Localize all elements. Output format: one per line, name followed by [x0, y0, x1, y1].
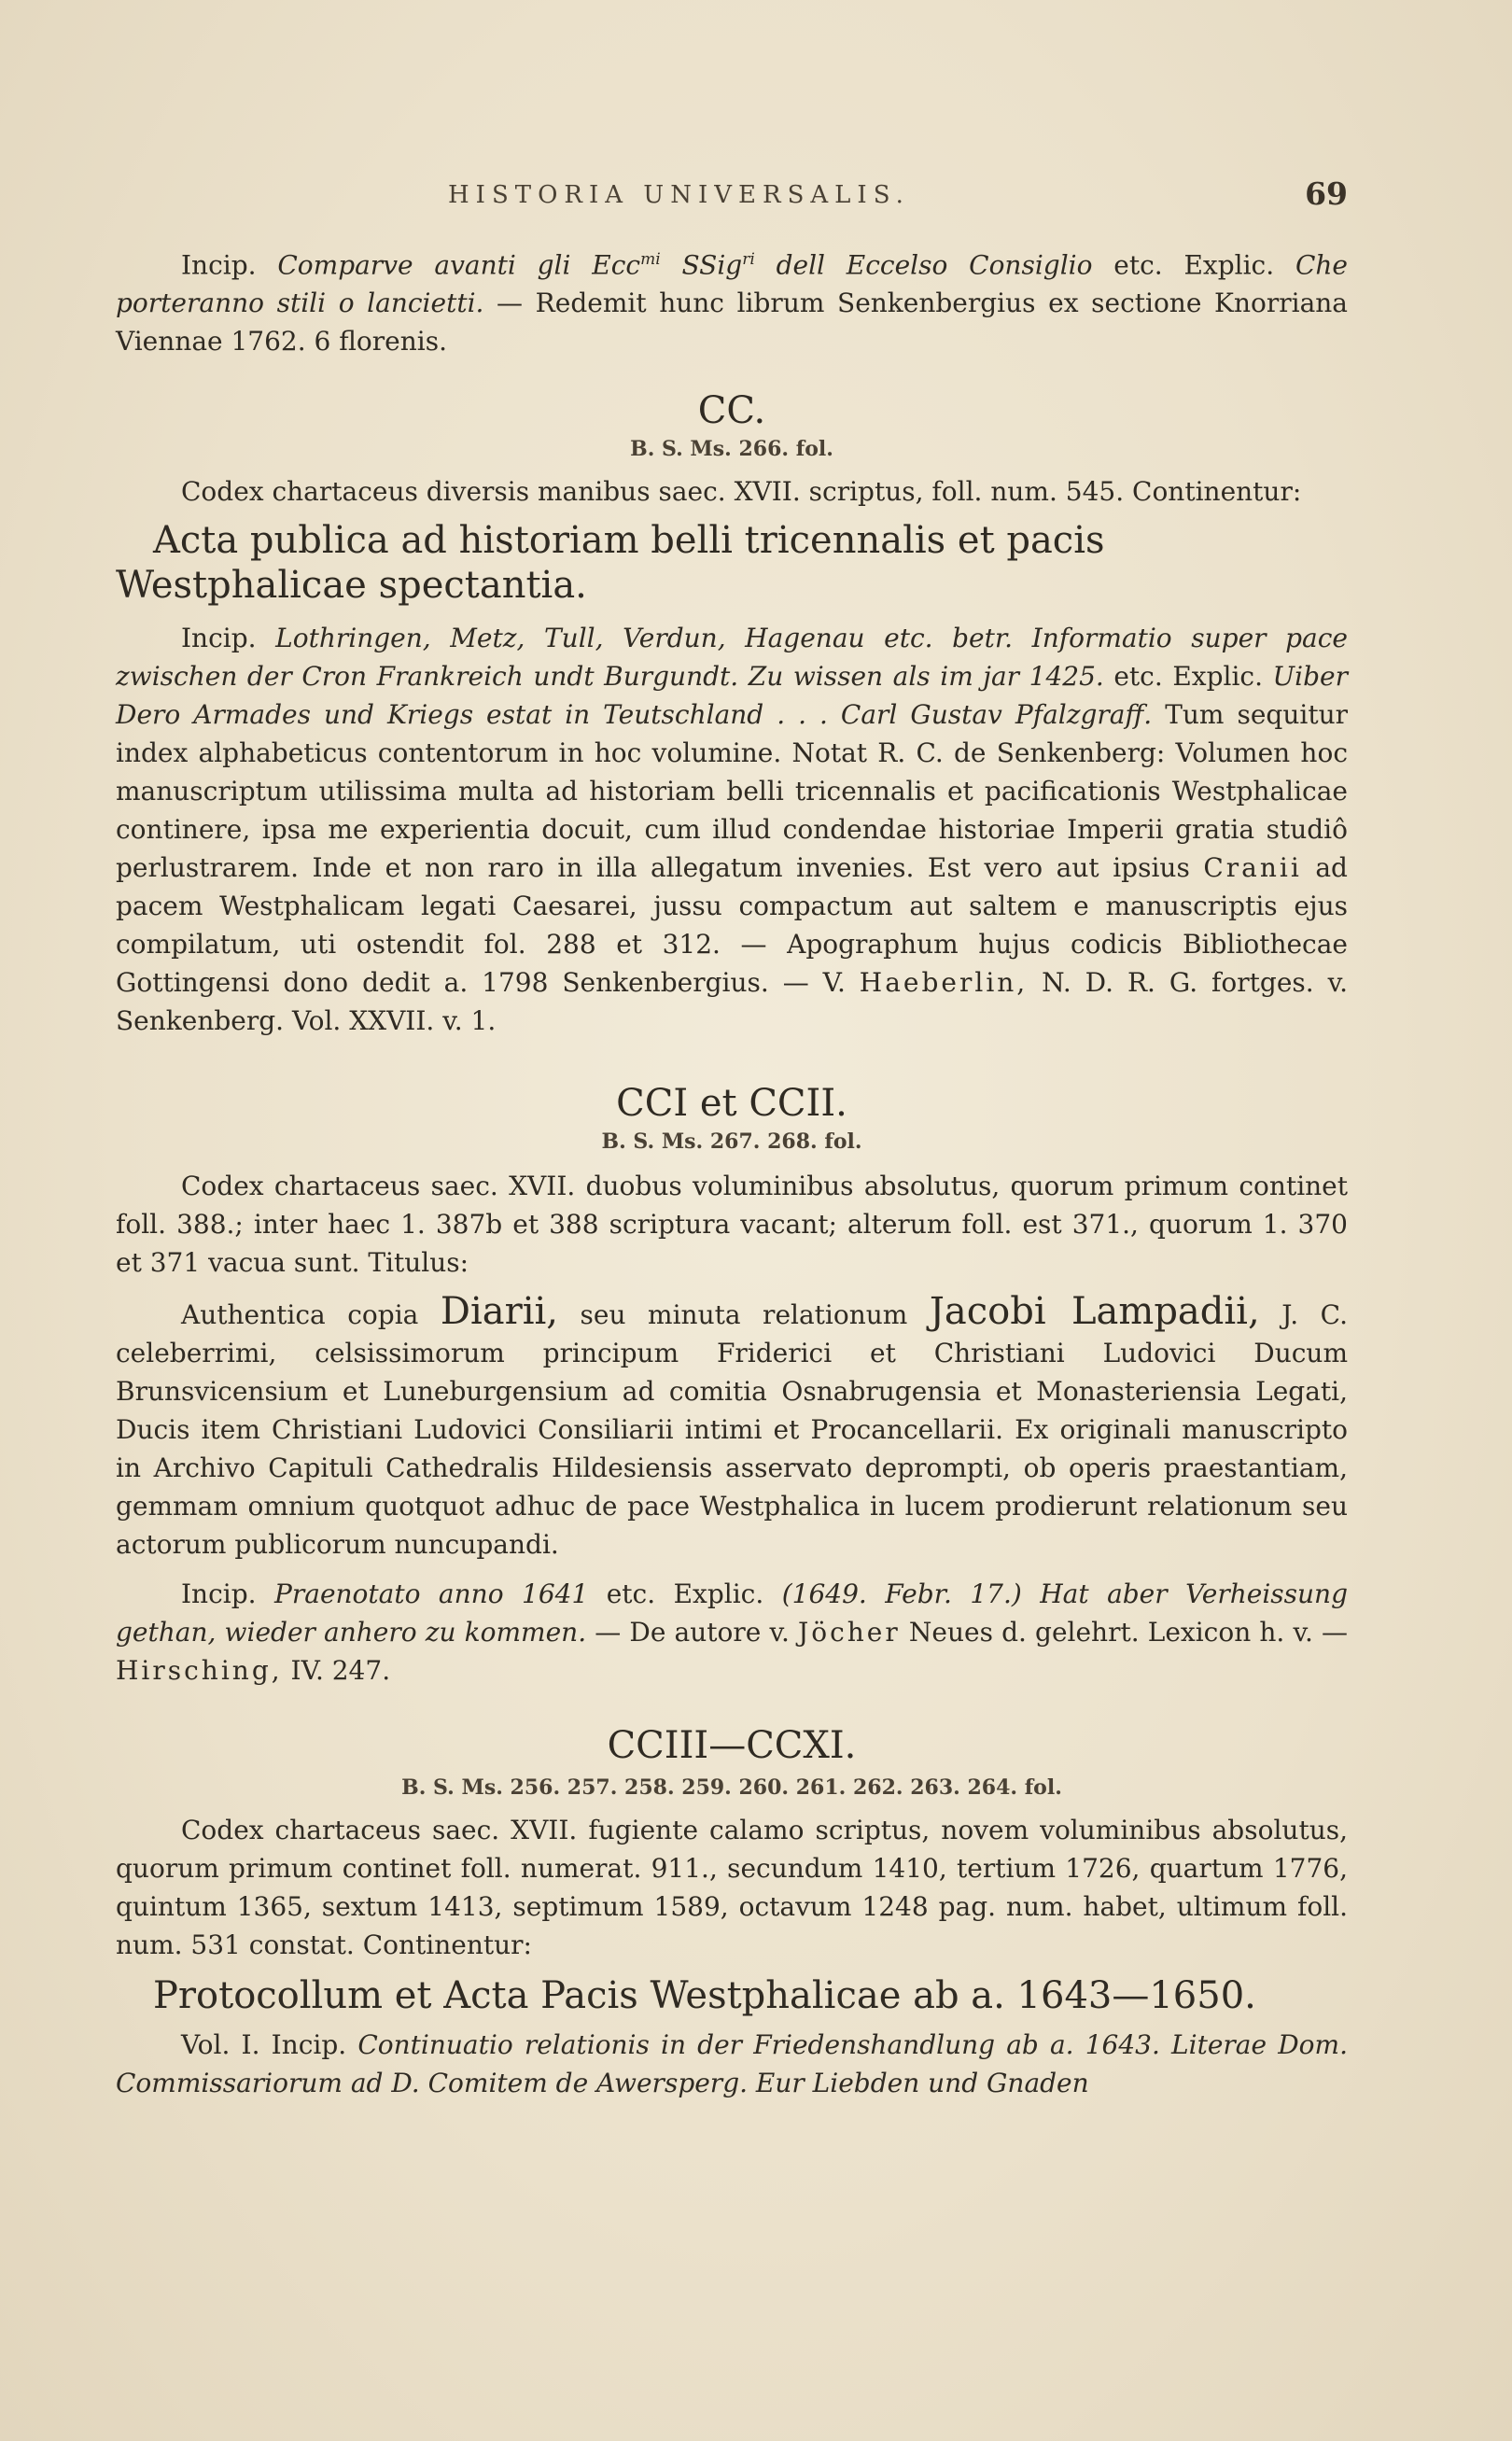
codex-description: Codex chartaceus saec. XVII. fugiente calamo scriptus, novem voluminibus absolutus, quorum primum continet foll. numerat. 911., secundum 1410, tertium 1726, quartum 1776, quintum 1365, sextum 1413, septimum 1589, octavum 1248 pag. num. habet, ultimum foll. num. 531 constat. Continentur:: [116, 1815, 1348, 1960]
entry-cciii-ccxi: [116, 1723, 1348, 2102]
incipit-paragraph: Incip. Praenotato anno 1641 etc. Explic. (1649. Febr. 17.) Hat aber Verheissung gethan, wieder anhero zu kommen. — De autore v. Jöcher Neues d. gelehrt. Lexicon h. v. — Hirsching, IV. 247.: [116, 1578, 1348, 1686]
intro-entry: [116, 241, 1348, 360]
entry-number: CC.: [697, 389, 766, 432]
entry-number: CCI et CCII.: [616, 1082, 847, 1125]
page-number: 69: [1305, 175, 1348, 212]
incipit-paragraph: Incip. Lothringen, Metz, Tull, Verdun, Hagenau etc. betr. Informatio super pace zwischen der Cron Frankreich undt Burgundt. Zu wissen als im jar 1425. etc. Explic. Uiber Dero Armades und Kriegs estat in Teutschland . . . Carl Gustav Pfalzgraff. Tum sequitur index alphabeticus contentorum in hoc volumine. Notat R. C. de Senkenberg: Volumen hoc manuscriptum utilissima multa ad historiam belli tricennalis et pacificationis Westphalicae continere, ipsa me experientia docuit, cum illud condendae historiae Imperii gratia studiô perlustrarem. Inde et non raro in illa allegatum invenies. Est vero aut ipsius Cranii ad pacem Westphalicam legati Caesarei, jussu compactum aut saltem e manuscriptis ejus compilatum, uti ostendit fol. 288 et 312. — Apographum hujus codicis Bibliothecae Gottingensi dono dedit a. 1798 Senkenbergius. — V. Haeberlin, N. D. R. G. fortges. v. Senkenberg. Vol. XXVII. v. 1.: [116, 623, 1349, 1036]
codex-description: Codex chartaceus diversis manibus saec. XVII. scriptus, foll. num. 545. Continentur:: [181, 476, 1302, 507]
volume-incipit: Vol. I. Incip. Continuatio relationis in der Friedenshandlung ab a. 1643. Literae Dom. Commissariorum ad D. Comitem de Awersperg. Eur Liebden und Gnaden: [116, 2029, 1348, 2098]
codex-title: Acta publica ad historiam belli tricennalis et pacis Westphalicae spectantia.: [116, 519, 1105, 607]
codex-description: Codex chartaceus saec. XVII. duobus voluminibus absolutus, quorum primum continet foll. 388.; inter haec 1. 387b et 388 scriptura vacant; alterum foll. est 371., quorum 1. 370 et 371 vacua sunt. Titulus:: [116, 1171, 1348, 1278]
page-header: [116, 175, 1348, 218]
shelfmark: B. S. Ms. 256. 257. 258. 259. 260. 261. 262. 263. 264. fol.: [401, 1775, 1062, 1800]
shelfmark: B. S. Ms. 266. fol.: [630, 437, 833, 461]
intro-paragraph: Incip. Comparve avanti gli Ecc$^{mi}$ SSig$^{ri}$ dell Eccelso Consiglio etc. Explic. Che porteranno stili o lancietti. — Redemit hunc librum Senkenbergius ex sectione Knorriana Viennae 1762. 6 florenis.: [116, 249, 1348, 358]
entry-cci-ccii: [116, 1081, 1348, 1690]
codex-title: Protocollum et Acta Pacis Westphalicae ab a. 1643—1650.: [153, 1974, 1256, 2017]
shelfmark: B. S. Ms. 267. 268. fol.: [601, 1129, 862, 1154]
running-title: HISTORIA UNIVERSALIS.: [448, 181, 910, 209]
entry-cc: [116, 388, 1348, 1040]
title-paragraph: Authentica copia Diarii, seu minuta relationum Jacobi Lampadii, J. C. celeberrimi, celsissimorum principum Friderici et Christiani Ludovici Ducum Brunsvicensium et Luneburgensium ad comitia Osnabrugensia et Monasteriensia Legati, Ducis item Christiani Ludovici Consiliarii intimi et Procancellarii. Ex originali manuscripto in Archivo Capituli Cathedralis Hildesiensis asservato deprompti, ob operis praestantiam, gemmam omnium quotquot adhuc de pace Westphalica in lucem prodierunt relationum seu actorum publicorum nuncupandi.: [116, 1290, 1349, 1560]
entry-number: CCIII—CCXI.: [607, 1724, 857, 1767]
